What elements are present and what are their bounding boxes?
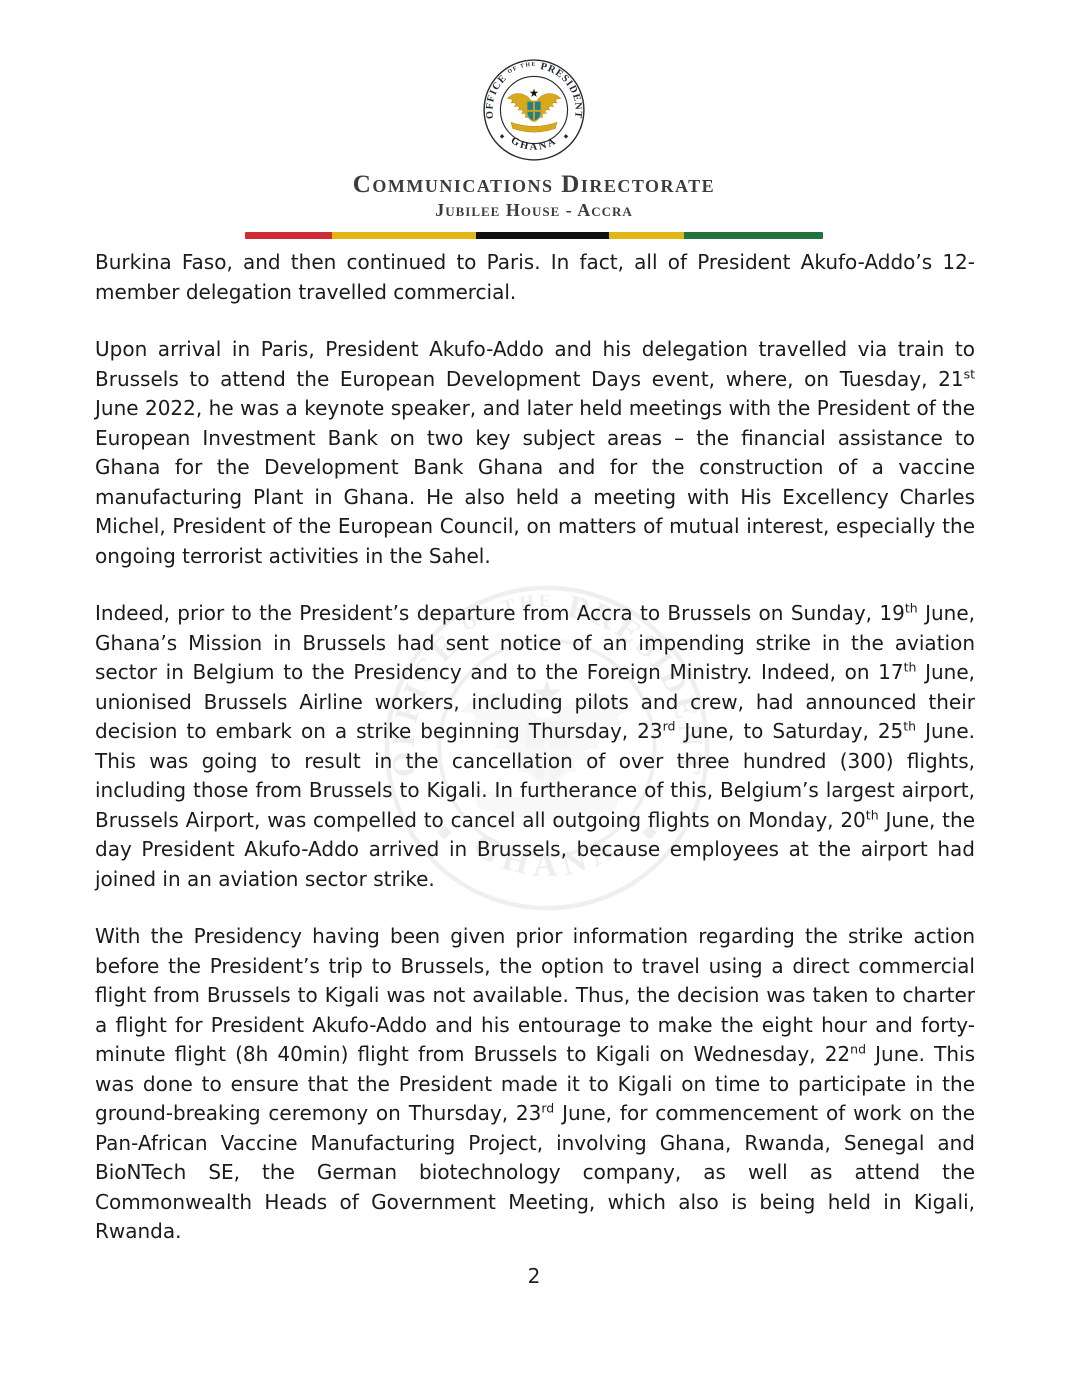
page-footer (0, 1264, 1068, 1288)
org-title: Communications Directorate (352, 171, 716, 198)
flag-segment-gold-2 (609, 232, 684, 239)
flag-segment-green (684, 232, 823, 239)
flag-divider (245, 232, 823, 239)
flag-segment-black (476, 232, 609, 239)
flag-segment-red (245, 232, 332, 239)
body-paragraph-1: Burkina Faso, and then continued to Paris. In fact, all of President Akufo-Addo’s 12-member delegation travelled commercial. (95, 250, 975, 304)
page-number: 2 (527, 1263, 541, 1288)
presidential-seal-icon (481, 57, 587, 163)
body-paragraph-2: Upon arrival in Paris, President Akufo-Addo and his delegation travelled via train to Brussels to attend the European Development Days event, where, on Tuesday, 21st June 2022, he was a keynote speaker, and later held meetings with the President of the European Investment Bank on two key subject areas – the financial assistance to Ghana for the Development Bank Ghana and for the construction of a vaccine manufacturing Plant in Ghana. He also held a meeting with His Excellency Charles Michel, President of the European Council, on matters of mutual interest, especially the ongoing terrorist activities in the Sahel. (95, 337, 975, 568)
letter-body (0, 248, 1068, 1247)
letterhead (0, 0, 1068, 239)
flag-segment-gold (332, 232, 477, 239)
body-paragraph-3: Indeed, prior to the President’s departure from Accra to Brussels on Sunday, 19th June, Ghana’s Mission in Brussels had sent notice of an impending strike in the aviation sector in Belgium to the Presidency and to the Foreign Ministry. Indeed, on 17th June, unionised Brussels Airline workers, including pilots and crew, had announced their decision to embark on a strike beginning Thursday, 23rd June, to Saturday, 25th June. This was going to result in the cancellation of over three hundred (300) flights, including those from Brussels to Kigali. In furtherance of this, Belgium’s largest airport, Brussels Airport, was compelled to cancel all outgoing flights on Monday, 20th June, the day President Akufo-Addo arrived in Brussels, because employees at the airport had joined in an aviation sector strike. (95, 600, 976, 891)
org-subtitle: Jubilee House - Accra (435, 200, 633, 220)
body-paragraph-4: With the Presidency having been given prior information regarding the strike action before the President’s trip to Brussels, the option to travel using a direct commercial flight from Brussels to Kigali was not available. Thus, the decision was taken to charter a flight for President Akufo-Addo and his entourage to make the eight hour and forty-minute flight (8h 40min) flight from Brussels to Kigali on Wednesday, 22nd June. This was done to ensure that the President made it to Kigali on time to participate in the ground-breaking ceremony on Thursday, 23rd June, for commencement of work on the Pan-African Vaccine Manufacturing Project, involving Ghana, Rwanda, Senegal and BioNTech SE, the German biotechnology company, as well as attend the Commonwealth Heads of Government Meeting, which also is being held in Kigali, Rwanda. (95, 924, 976, 1243)
